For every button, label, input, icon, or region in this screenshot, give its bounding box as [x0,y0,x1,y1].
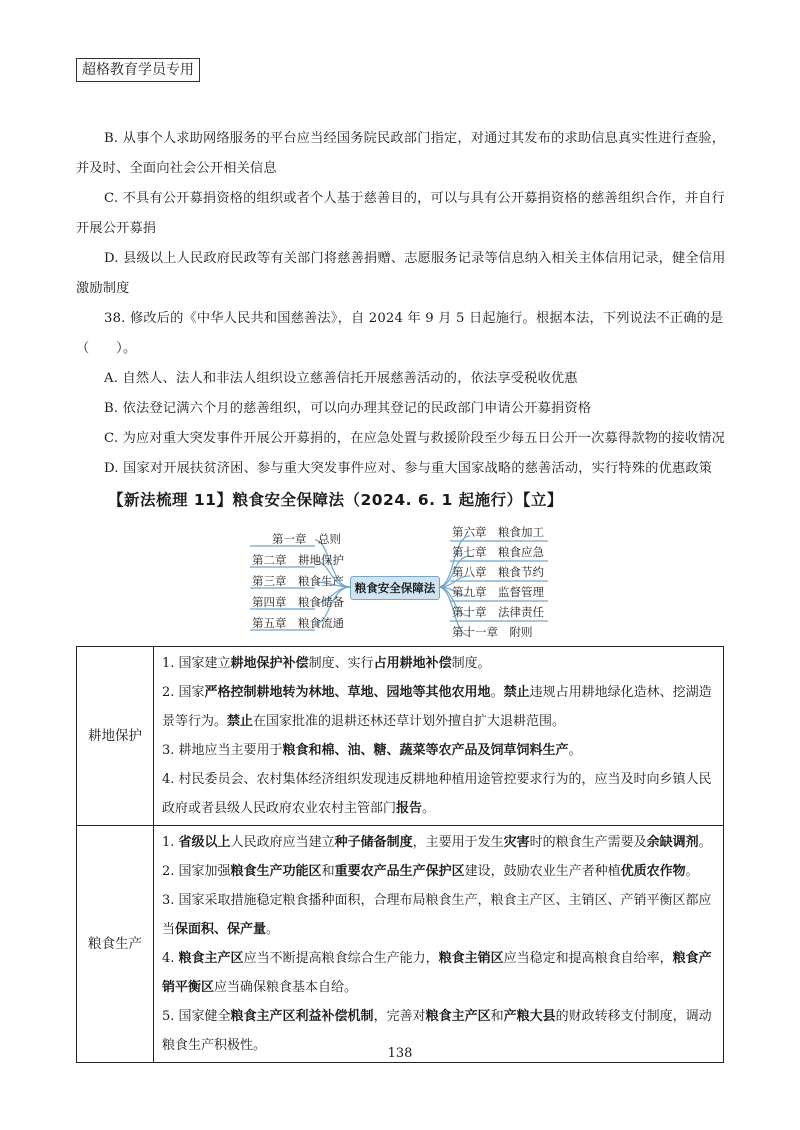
mindmap-chapter-2: 第二章 耕地保护 [252,553,344,567]
item-text: ，主要用于发生 [412,835,504,850]
table-item [162,886,715,944]
item-text: 2. 国家加强 [162,864,231,879]
mindmap-chapter-7: 第七章 粮食应急 [452,545,544,559]
item-text: 制度、实行 [308,656,374,671]
emphasis-text: 严格控制耕地转为林地、草地、园地等其他农用地 [204,685,491,700]
table-row [77,826,724,1063]
item-text: 5. 国家健全 [162,1009,231,1024]
item-text: 建设，鼓励农业生产者种植 [464,864,621,879]
item-text: 应当不断提高粮食综合生产能力， [243,951,439,966]
item-text: 和 [490,1009,504,1024]
item-text: 人民政府应当建立 [230,835,335,850]
table-category: 耕地保护 [77,647,154,826]
item-text: 应当确保粮食基本自给。 [214,980,358,995]
option-b-platform: B. 从事个人求助网络服务的平台应当经国务院民政部门指定，对通过其发布的求助信息真实性进行查验，并及时、全面向社会公开相关信息 [76,131,726,176]
emphasis-text: 灾害 [503,835,530,850]
table-item [162,678,715,736]
mindmap-chapter-10: 第十章 法律责任 [452,605,544,619]
table-item [162,828,715,857]
item-text: 制度。 [451,656,491,671]
emphasis-text: 产粮大县 [503,1009,556,1024]
emphasis-text: 粮食主产区利益补偿机制 [230,1009,374,1024]
emphasis-text: 省级以上 [178,835,231,850]
emphasis-text: 粮食生产功能区 [230,864,322,879]
table-content [154,826,724,1063]
question-38: 38. 修改后的《中华人民共和国慈善法》，自 2024 年 9 月 5 日起施行。根据本法，下列说法不正确的是（ ）。 [76,311,724,356]
section-title: 【新法梳理 11】粮食安全保障法（2024. 6. 1 起施行）【立】 [108,491,563,509]
emphasis-text: 优质农作物 [620,864,686,879]
q38-option-c: C. 为应对重大突发事件开展公开募捐的，在应急处置与救援阶段至少每五日公开一次募得款物的接收情况 [104,431,726,446]
mindmap-chapter-4: 第四章 粮食储备 [252,595,344,609]
item-text: 和 [321,864,335,879]
summary-table [76,646,724,1063]
emphasis-text: 耕地保护补偿 [230,656,309,671]
item-text: ，完善对 [373,1009,426,1024]
option-d-credit: D. 县级以上人民政府民政等有关部门将慈善捐赠、志愿服务记录等信息纳入相关主体信用记录，健全信用激励制度 [76,251,726,296]
item-text: 2. 国家 [162,685,205,700]
emphasis-text: 禁止 [503,685,530,700]
emphasis-text: 粮食和棉、油、糖、蔬菜等农产品及饲草饲料生产 [282,743,569,758]
emphasis-text: 粮食主产区 [178,951,244,966]
table-item [162,944,715,1002]
emphasis-text: 报告 [396,801,423,816]
q38-option-d: D. 国家对开展扶贫济困、参与重大突发事件应对、参与重大国家战略的慈善活动，实行特殊的优惠政策 [104,461,713,476]
mindmap-chapter-11: 第十一章 附则 [452,625,533,639]
item-text: 时的粮食生产需要及 [529,835,647,850]
table-item [162,649,715,678]
emphasis-text: 重要农产品生产保护区 [334,864,465,879]
emphasis-text: 粮食产销平衡区 [162,951,712,995]
table-item [162,736,715,765]
item-text: 4. [162,951,179,966]
item-text: 。 [568,743,582,758]
mindmap-chapter-3: 第三章 粮食生产 [252,574,344,588]
item-text: 3. 国家采取措施稳定粮食播种面积，合理布局粮食生产，粮食主产区、主销区、产销平衡区都应当 [162,893,712,937]
q38-option-b: B. 依法登记满六个月的慈善组织，可以向办理其登记的民政部门申请公开募捐资格 [104,401,592,416]
table-row [77,647,724,826]
emphasis-text: 余缺调剂 [646,835,699,850]
table-content [154,647,724,826]
item-text: 1. [162,835,179,850]
item-text: 。 [685,864,699,879]
item-text: 违规占用耕地绿化造林、挖湖造景等行为。 [162,685,712,729]
item-text: 1. 国家建立 [162,656,231,671]
mindmap-center: 粮食安全保障法 [350,576,440,600]
item-text: 。 [266,922,280,937]
item-text: 4. 村民委员会、农村集体经济组织发现违反耕地种植用途管控要求行为的，应当及时向乡镇人民政府或者县级人民政府农业农村主管部门 [162,772,712,816]
table-item [162,765,715,823]
item-text: 。 [698,835,712,850]
table-item [162,857,715,886]
emphasis-text: 禁止 [227,714,254,729]
option-c-fundraising: C. 不具有公开募捐资格的组织或者个人基于慈善目的，可以与具有公开募捐资格的慈善组织合作，并自行开展公开募捐 [76,191,726,236]
emphasis-text: 粮食主产区 [425,1009,491,1024]
mindmap [230,518,570,646]
item-text: 。 [490,685,504,700]
page-number: 138 [387,1046,413,1061]
emphasis-text: 种子储备制度 [334,835,413,850]
emphasis-text: 粮食主销区 [438,951,504,966]
header-tag: 超格教育学员专用 [76,58,200,82]
mindmap-chapter-6: 第六章 粮食加工 [452,525,544,539]
q38-option-a: A. 自然人、法人和非法人组织设立慈善信托开展慈善活动的，依法享受税收优惠 [104,371,578,386]
item-text: 3. 耕地应当主要用于 [162,743,283,758]
mindmap-chapter-1: 第一章 总则 [272,532,341,546]
mindmap-chapter-9: 第九章 监督管理 [452,585,544,599]
item-text: 的财政转移支付制度，调动粮食生产积极性。 [162,1009,712,1053]
mindmap-chapter-8: 第八章 粮食节约 [452,565,544,579]
item-text: 在国家批准的退耕还林还草计划外擅自扩大退耕范围。 [253,714,566,729]
table-category: 粮食生产 [77,826,154,1063]
item-text: 应当稳定和提高粮食自给率， [503,951,673,966]
mindmap-chapter-5: 第五章 粮食流通 [252,616,344,630]
emphasis-text: 保面积、保产量 [175,922,267,937]
item-text: 。 [422,801,436,816]
emphasis-text: 占用耕地补偿 [373,656,452,671]
